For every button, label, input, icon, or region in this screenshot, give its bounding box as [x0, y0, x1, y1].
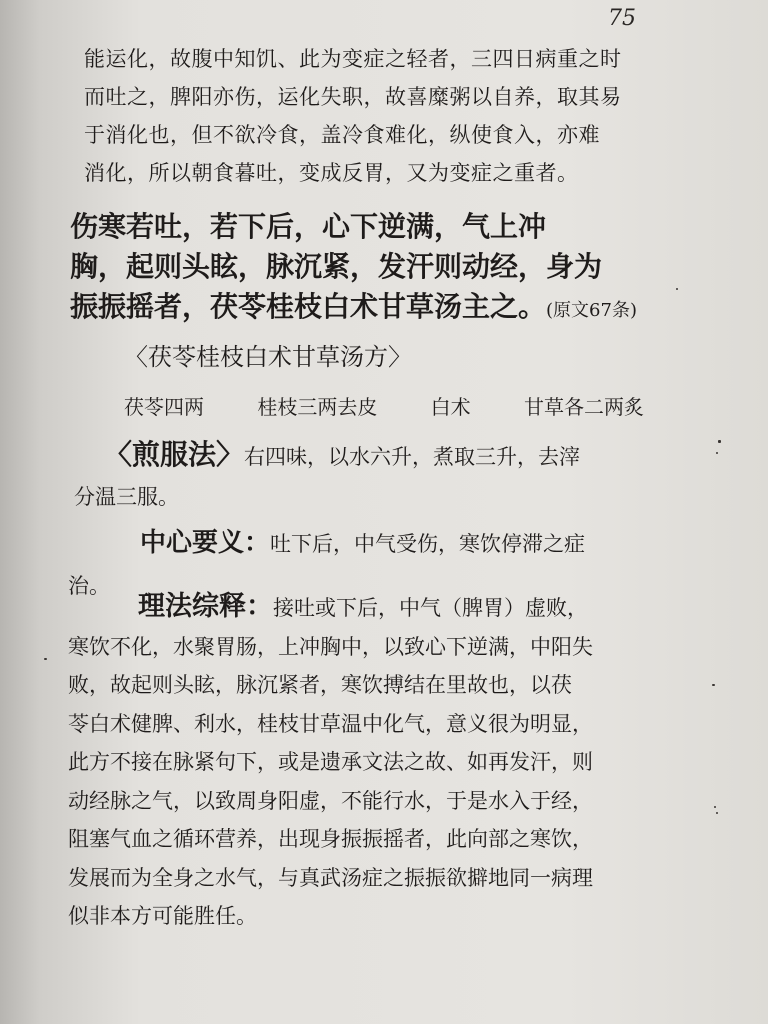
- formula-ingredients: [124, 392, 644, 422]
- scan-speck: [716, 812, 718, 814]
- explanation-line: 败，故起则头眩，脉沉紧者，寒饮搏结在里故也，以茯: [68, 673, 572, 697]
- core-meaning-line: 治。: [68, 574, 110, 598]
- explanation-line: 发展而为全身之水气，与真武汤症之振振欲擗地同一病理: [68, 865, 593, 890]
- scan-speck: [716, 452, 718, 454]
- decoction-line: [104, 435, 580, 477]
- continuation-line: 能运化，故腹中知饥、此为变症之轻者，三四日病重之时: [84, 47, 622, 71]
- ingredient: 白术: [430, 395, 471, 419]
- ingredient: 茯苓四两: [124, 395, 204, 419]
- scan-speck: [44, 658, 47, 660]
- clause-text: 振振摇者，茯苓桂枝白术甘草汤主之。: [70, 290, 547, 323]
- original-clause: [70, 207, 637, 331]
- ingredient: 桂枝三两去皮: [257, 395, 378, 419]
- scan-speck: [718, 440, 721, 443]
- decoction-label: 〈煎服法〉: [104, 438, 245, 471]
- explanation-label: 理法综释：: [138, 591, 273, 622]
- continuation-line: 于消化也，但不欲冷食，盖冷食难化，纵使食入，亦难: [84, 123, 600, 147]
- explanation-line: 苓白术健脾、利水，桂枝甘草温中化气，意义很为明显，: [68, 711, 593, 736]
- formula-title: 〈茯苓桂枝白术甘草汤方〉: [124, 343, 412, 371]
- clause-line: 胸，起则头眩，脉沉紧，发汗则动经，身为: [70, 250, 603, 283]
- explanation-line: 此方不接在脉紧句下，或是遗承文法之故、如再发汗，则: [68, 750, 593, 774]
- decoction-line: 分温三服。: [74, 485, 179, 509]
- continuation-line: 而吐之，脾阳亦伤，运化失职，故喜糜粥以自养，取其易: [84, 85, 622, 109]
- clause-reference: (原文67条): [546, 300, 637, 321]
- core-meaning-label: 中心要义：: [140, 528, 271, 558]
- explanation-line: 阻塞气血之循环营养，出现身振振摇者，此向部之寒饮，: [68, 827, 593, 851]
- explanation-line: 似非本方可能胜任。: [68, 904, 257, 928]
- explanation-line: 寒饮不化，水聚胃肠，上冲胸中，以致心下逆满，中阳失: [68, 634, 593, 659]
- scan-speck: [714, 806, 716, 808]
- page-number: 75: [608, 6, 636, 31]
- explanation-line: 动经脉之气，以致周身阳虚，不能行水，于是水入于经，: [68, 788, 593, 813]
- continuation-line: 消化，所以朝食暮吐，变成反胃，又为变症之重者。: [84, 161, 579, 185]
- ingredient: 甘草各二两炙: [523, 395, 644, 419]
- core-meaning-line: [68, 522, 585, 565]
- clause-line: 伤寒若吐，若下后，心下逆满，气上冲: [70, 210, 547, 243]
- explanation-line: [68, 588, 593, 628]
- explanation-section: [68, 588, 593, 936]
- core-meaning-text: 吐下后，中气受伤，寒饮停滞之症: [270, 532, 586, 556]
- scan-speck: [676, 288, 678, 290]
- scan-speck: [712, 684, 715, 686]
- explanation-text: 接吐或下后，中气（脾胃）虚败，: [273, 596, 588, 620]
- decoction-method: [74, 435, 581, 517]
- clause-line: [70, 287, 637, 331]
- continuation-paragraph: [84, 40, 622, 192]
- decoction-text: 右四味，以水六升，煮取三升，去滓: [244, 445, 581, 469]
